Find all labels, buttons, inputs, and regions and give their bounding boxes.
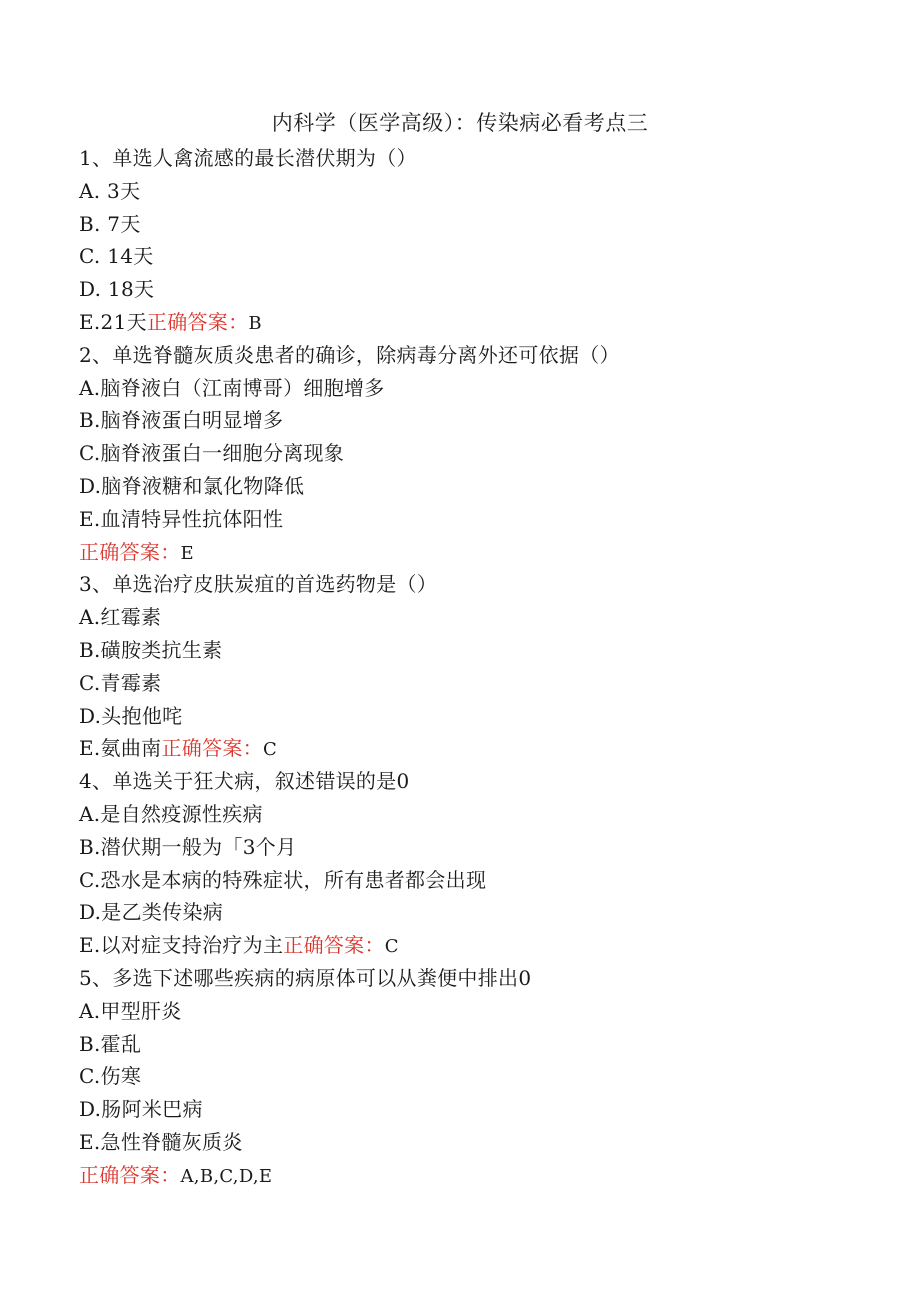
option-b: B.磺胺类抗生素 xyxy=(79,637,223,662)
answer-label: 正确答案： xyxy=(161,736,263,761)
answer-label: 正确答案： xyxy=(146,309,249,334)
option-a: A.红霉素 xyxy=(79,605,162,630)
option-a: A. 3天 xyxy=(79,178,141,203)
answer-value: E xyxy=(180,542,194,564)
option-d: D.脑脊液糖和氯化物降低 xyxy=(79,473,305,498)
option-b: B.霍乱 xyxy=(79,1031,142,1056)
question-stem: 1、单选人禽流感的最长潜伏期为（） xyxy=(79,146,417,170)
option-e-with-answer xyxy=(79,732,879,765)
option-e-with-answer xyxy=(79,306,879,339)
option-c: C. 14天 xyxy=(79,244,154,269)
answer-value: A,B,C,D,E xyxy=(180,1165,273,1187)
option-b: B.潜伏期一般为「3个月 xyxy=(79,834,297,859)
option-e-with-answer xyxy=(79,929,879,962)
option-e: E.急性脊髓灰质炎 xyxy=(79,1129,243,1154)
answer-label: 正确答案： xyxy=(283,933,385,958)
answer-label: 正确答案： xyxy=(79,539,181,564)
answer-value: B xyxy=(248,312,262,334)
page-title: 内科学（医学高级）：传染病必看考点三 xyxy=(271,111,649,135)
option-c: C.青霉素 xyxy=(79,670,162,695)
option-e: E.血清特异性抗体阳性 xyxy=(79,506,284,531)
option-e: E.以对症支持治疗为主 xyxy=(79,933,284,958)
option-d: D.是乙类传染病 xyxy=(79,900,224,925)
option-d: D.头抱他咤 xyxy=(79,703,183,728)
answer-value: C xyxy=(384,936,399,958)
option-c: C.脑脊液蛋白一细胞分离现象 xyxy=(79,441,345,466)
question-stem: 3、单选治疗皮肤炭疽的首选药物是（） xyxy=(79,572,438,597)
question-list xyxy=(79,142,879,1192)
answer-line xyxy=(79,536,879,569)
option-d: D. 18天 xyxy=(79,277,155,302)
question-stem: 2、单选脊髓灰质炎患者的确诊，除病毒分离外还可依据（） xyxy=(79,342,620,367)
question-stem: 5、多选下述哪些疾病的病原体可以从粪便中排出0 xyxy=(79,965,532,990)
question-stem: 4、单选关于狂犬病，叙述错误的是0 xyxy=(79,769,410,794)
option-b: B. 7天 xyxy=(79,211,141,236)
option-e: E.21天 xyxy=(79,309,147,334)
option-e: E.氨曲南 xyxy=(79,736,162,761)
option-c: C.伤寒 xyxy=(79,1064,142,1089)
answer-value: C xyxy=(262,739,278,761)
option-a: A.是自然疫源性疾病 xyxy=(79,801,263,826)
option-a: A.脑脊液白（江南博哥）细胞增多 xyxy=(79,375,385,400)
answer-line xyxy=(79,1159,879,1192)
option-d: D.肠阿米巴病 xyxy=(79,1097,203,1122)
option-b: B.脑脊液蛋白明显增多 xyxy=(79,408,284,433)
option-a: A.甲型肝炎 xyxy=(79,998,182,1023)
option-c: C.恐水是本病的特殊症状，所有患者都会出现 xyxy=(79,867,487,892)
answer-label: 正确答案： xyxy=(79,1162,181,1187)
